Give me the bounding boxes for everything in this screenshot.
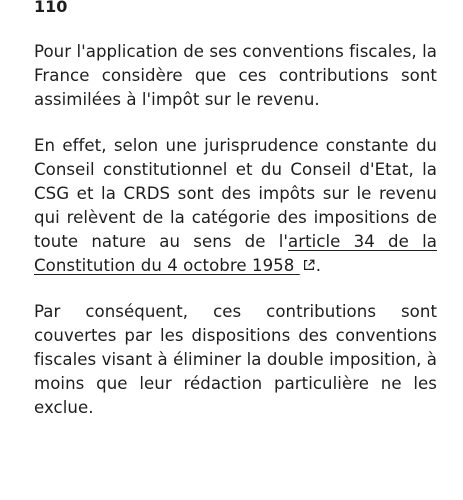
paragraph-number: 110 — [34, 0, 68, 16]
paragraph-1: Pour l'application de ses conventions fiscales, la France considère que ces contributions sont assimilées à l'impôt sur le revenu. — [34, 42, 437, 109]
paragraph-2-text: En effet, selon une jurisprudence constante du Conseil constitutionnel et du Conseil d'Etat, la CSG et la CRDS sont des impôts sur le revenu qui relèvent de la catégorie des impositions de toute nature au sens de l' — [34, 136, 437, 251]
external-link-icon — [302, 258, 316, 272]
paragraph-3: Par conséquent, ces contributions sont couvertes par les dispositions des conventions fiscales visant à éliminer la double imposition, à moins que leur rédaction particulière ne les exclue. — [34, 302, 437, 417]
constitution-article-link-text: article 34 de la Constitution du 4 octobre 1958 — [34, 232, 437, 275]
paragraph-2-end: . — [315, 256, 322, 275]
paragraph-2 — [34, 134, 437, 278]
